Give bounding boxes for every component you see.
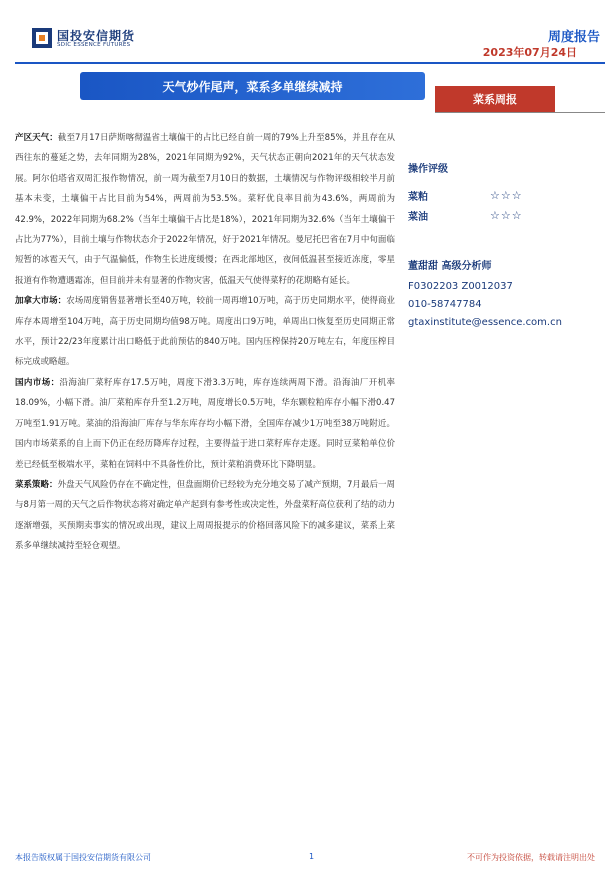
star-rating-icon: ☆☆☆ xyxy=(490,188,523,202)
footer-disclaimer: 不可作为投资依据，转载请注明出处 xyxy=(467,853,595,862)
paragraph-text: 沿海油厂菜籽库存17.5万吨，周度下滑3.3万吨，库存连续两周下滑。沿海油厂开机率18.09%，小幅下滑。油厂菜粕库存升至1.2万吨，周度增长0.5万吨，华东颗粒粕库存小幅下滑0.47万吨至1.91万吨。菜油的沿海油厂库存与华东库存均小幅下滑，全国库存减少1万吨至38万吨附近。国内市场菜系的自上而下仍正在经历降库存过程，主要得益于进口菜籽库存走逐。同时豆菜粕单位价差已经低至极端水平，菜粕在饲料中不具备性价比，预计菜粕消费环比下降明显。 xyxy=(15,377,395,470)
phone-number: 010-58747784 xyxy=(408,299,482,310)
paragraph-text: 截至7月17日萨斯喀彻温省土壤偏干的占比已经自前一周的79%上升至85%，并且存在从西往东的蔓延之势，去年同期为28%，2021年同期为92%，天气状态正朝向2021年的天气状态发展。阿尔伯塔省双周汇报作物情况，前一周为截至7月10日的数据，土壤情况与作物评级相较半月前基本未变，土壤偏干占比目前为54%，两周前为53.5%。菜籽优良率目前为43.6%，两周前为42.9%，2022年同期为68.2%（当年土壤偏干占比是18%），2021年同期为32.6%（当年土壤偏干占比为77%），目前土壤与作物状态介于2022年情况，好于2021年情况。曼尼托巴省在7月中旬面临短暂的冰雹天气，由于气温偏低，作物生长进度缓慢；在西北部地区，夜间低温甚至接近冻度，零星报道有作物遭遇霜冻，但目前并未有显著的作物灾害，低温天气使得菜籽的花期略有延长。 xyxy=(15,133,395,286)
company-logo-icon xyxy=(32,28,52,48)
paragraph-weather xyxy=(15,128,395,291)
report-title: 天气炒作尾声，菜系多单继续减持 xyxy=(162,79,343,94)
rating-row xyxy=(408,185,608,205)
main-body xyxy=(15,128,395,557)
license-number: F0302203 Z0012037 xyxy=(408,281,513,292)
paragraph-text: 农场周度销售显著增长至40万吨，较前一周再增10万吨，高于历史同期水平，使得商业库存本周增至104万吨，高于历史同期均值98万吨。周度出口9万吨，单周出口恢复至历史同期正常水平，预计22/23年度累计出口略低于此前预估的840万吨。国内压榨保持20万吨左右，年度压榨目标完成或略超。 xyxy=(15,296,395,368)
footer-copyright: 本报告版权属于国投安信期货有限公司 xyxy=(15,853,151,862)
paragraph-domestic-market xyxy=(15,373,395,475)
title-banner xyxy=(80,72,425,100)
page-number: 1 xyxy=(309,852,315,861)
rating-name: 菜粕 xyxy=(408,191,428,203)
rating-name: 菜油 xyxy=(408,211,428,223)
paragraph-label: 菜系策略： xyxy=(15,479,58,490)
rating-title: 操作评级 xyxy=(408,164,448,175)
category-badge: 菜系周报 xyxy=(435,86,555,112)
paragraph-label: 加拿大市场： xyxy=(15,296,67,307)
paragraph-strategy xyxy=(15,475,395,557)
category-divider xyxy=(435,112,605,113)
report-type: 周度报告 xyxy=(547,30,600,45)
email-link[interactable]: gtaxinstitute@essence.com.cn xyxy=(408,317,562,328)
paragraph-label: 国内市场： xyxy=(15,377,60,388)
analyst-info xyxy=(408,278,608,332)
paragraph-label: 产区天气： xyxy=(15,133,58,143)
company-name-en: SDIC ESSENCE FUTURES xyxy=(57,42,131,48)
paragraph-canada-market xyxy=(15,291,395,373)
rating-row xyxy=(408,205,608,225)
sidebar xyxy=(408,160,608,332)
company-name-cn: 国投安信期货 xyxy=(57,29,136,43)
report-date: 2023年07月24日 xyxy=(482,46,577,59)
star-rating-icon: ☆☆☆ xyxy=(490,208,523,222)
header-rule xyxy=(15,62,605,64)
analyst-name: 董甜甜 高级分析师 xyxy=(408,261,492,272)
paragraph-text: 外盘天气风险仍存在不确定性，但盘面期价已经较为充分地交易了减产预期，7月最后一周与8月第一周的天气之后作物状态将对确定单产起到有参考性或决定性，外盘菜籽高位获利了结的动力逐渐增强，买预期卖事实的情况或出现，建议上周周报提示的价格回落风险下的减多建议，菜系上菜系多单继续减持至轻仓观望。 xyxy=(15,479,395,552)
